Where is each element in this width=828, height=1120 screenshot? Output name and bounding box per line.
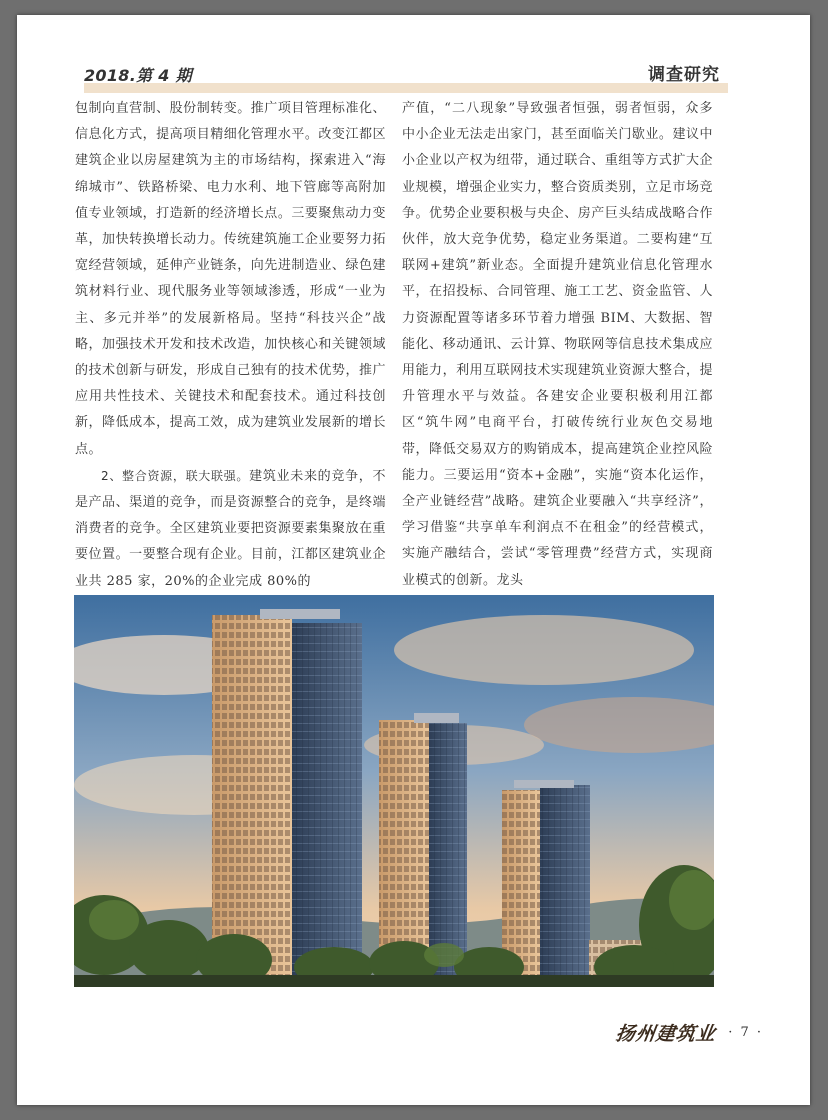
subheading: 2、整合资源，联大联强。: [101, 468, 250, 483]
page-footer: [616, 1017, 763, 1047]
page-number: · 7 ·: [728, 1024, 763, 1040]
paragraph: 产值，“二八现象”导致强者恒强，弱者恒弱，众多中小企业无法走出家门，甚至面临关门歇业。建议中小企业以产权为纽带，通过联合、重组等方式扩大企业规模，增强企业实力，整合资质类别，立足市场竞争。优势企业要积极与央企、房产巨头结成战略合作伙伴，放大竞争优势，稳定业务渠道。二要构建“互联网+建筑”新业态。全面提升建筑业信息化管理水平，在招投标、合同管理、施工工艺、资金监管、人力资源配置等诸多环节着力增强 BIM、大数据、智能化、移动通讯、云计算、物联网等信息技术集成应用能力，利用互联网技术实现建筑业资源大整合，提升管理水平与效益。各建安企业要积极利用江都区“筑牛网”电商平台，打破传统行业灰色交易地带，降低交易双方的购销成本，提高建筑企业控风险能力。三要运用“资本+金融”，实施“资本化运作，全产业链经营”战略。建筑企业要融入“共享经济”，学习借鉴“共享单车利润点不在租金”的经营模式，实施产融结合，尝试“零管理费”经营方式，实现商业模式的创新。龙头: [402, 101, 713, 588]
building-photo: [74, 595, 714, 987]
right-column: [402, 96, 713, 594]
issue-label: 2018.第 4 期: [84, 66, 192, 85]
magazine-logo: 扬州建筑业: [614, 1022, 718, 1045]
left-column: [75, 96, 386, 595]
paragraph: 包制向直营制、股份制转变。推广项目管理标准化、信息化方式，提高项目精细化管理水平。改变江都区建筑企业以房屋建筑为主的市场结构，探索进入“海绵城市”、铁路桥梁、电力水利、地下管廊等高附加值专业领域，打造新的经济增长点。三要聚焦动力变革，加快转换增长动力。传统建筑施工企业要努力拓宽经营领域，延伸产业链条，向先进制造业、绿色建筑材料行业、现代服务业等领域渗透，形成“一业为主、多元并举”的发展新格局。坚持“科技兴企”战略，加强技术开发和技术改造，加快核心和关键领域的技术创新与研发，形成自己独有的技术优势，推广应用共性技术、关键技术和配套技术。通过科技创新，降低成本，提高工效，成为建筑业发展新的增长点。: [75, 101, 386, 457]
section-title: 调查研究: [648, 65, 720, 85]
paragraph-text: 建筑业未来的竞争，不是产品、渠道的竞争，而是资源整合的竞争，是终端消费者的竞争。全区建筑业要把资源要素集聚放在重要位置。一要整合现有企业。目前，江都区建筑业企业共 285 家，20%的企业完成 80%的: [75, 468, 386, 589]
paragraph: [75, 463, 386, 595]
page-header: [84, 63, 728, 93]
